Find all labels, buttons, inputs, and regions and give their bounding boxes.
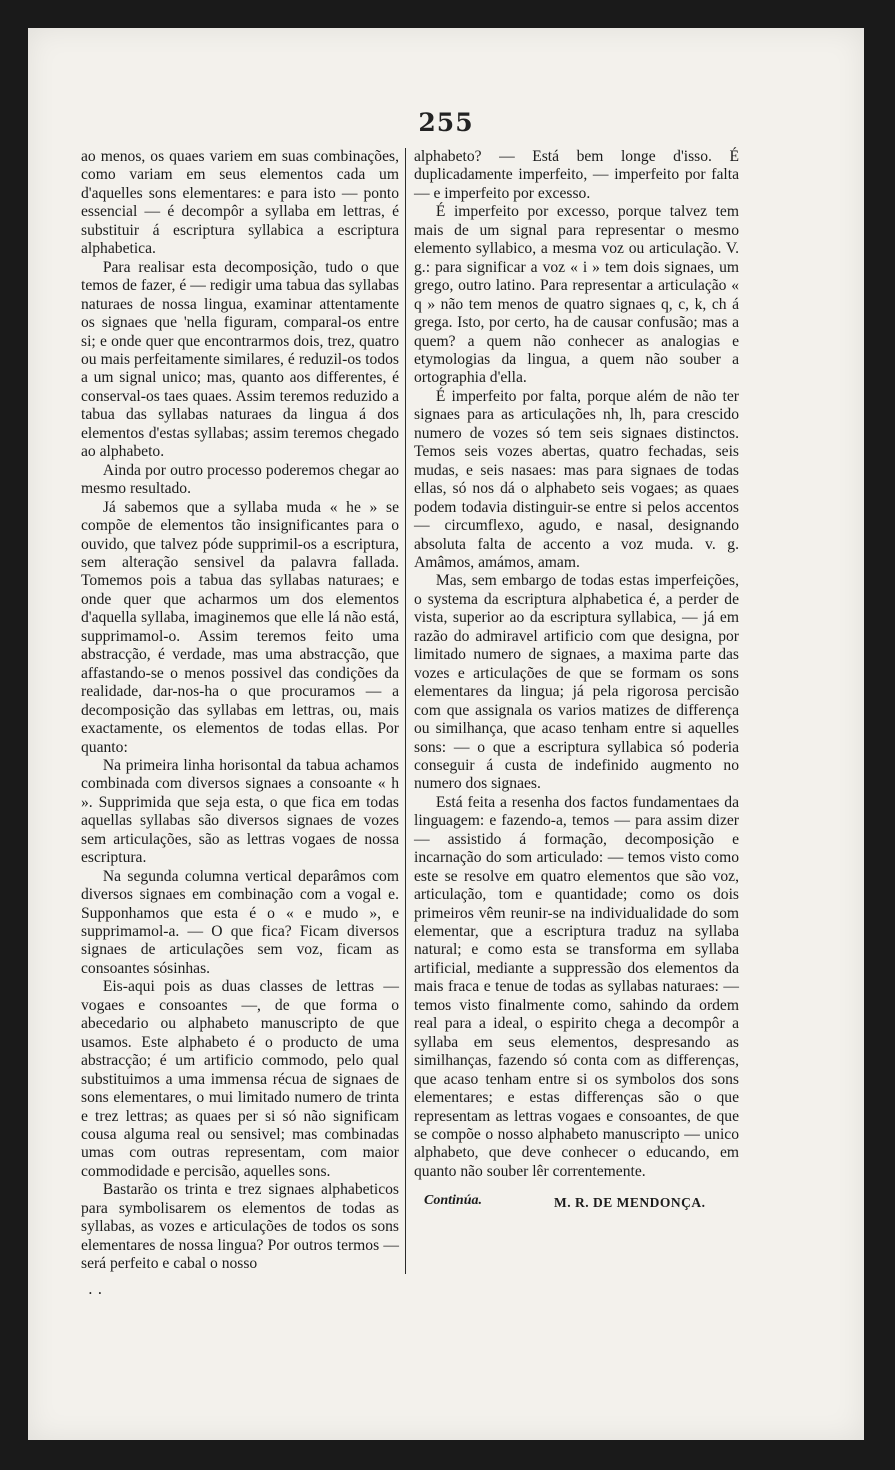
paragraph: Eis-aqui pois as duas classes de lettras — vogaes e consoantes —, de que forma o abecedario ou alphabeto manuscripto de que usamos. Este alphabeto é o producto de uma abstracção; é um artificio commodo, pelo qual substituimos a uma immensa récua de signaes de sons elementares, o mui limitado numero de trinta e trez lettras; as quaes per si só não significam cousa alguma real ou sensivel; mas combinadas umas com outras representam, com maior commodidade e percisão, aquelles sons.: [81, 978, 399, 1180]
paragraph: É imperfeito por excesso, porque talvez tem mais de um signal para representar o mesmo elemento syllabico, a mesma voz ou articulação. V. g.: para significar a voz « i » tem dois signaes, um grego, outro latino. Para representar a articulação « q » não tem menos de quatro signaes q, c, k, ch á grega. Isto, por certo, ha de causar confusão; mas a quem? a quem não conhecer as analogias e etymologias da lingua, a quem não souber a ortographia d'ella.: [414, 203, 739, 387]
paragraph: É imperfeito por falta, porque além de não ter signaes para as articulações nh, lh, para crescido numero de vozes só tem seis signaes distinctos. Temos seis vozes abertas, quatro fechadas, seis mudas, e seis nasaes: mas para signaes de todas ellas, só nos dá o alphabeto seis vogaes; as quaes podem todavia distinguir-se entre si pelos accentos — circumflexo, agudo, e nasal, designando absoluta falta de accento a voz muda. v. g. Amâmos, amámos, amam.: [414, 387, 739, 571]
left-column: [81, 148, 399, 1274]
paragraph: Está feita a resenha dos factos fundamentaes da linguagem: e fazendo-a, temos — para assim dizer — assistido á formação, decomposição e incarnação do som articulado: — temos visto como este se resolve em quatro elementos que são voz, articulação, tom e quantidade; como os dois primeiros vêm reunir-se na individualidade do som elementar, que a escriptura traduz na syllaba natural; e como esta se transforma em syllaba artificial, mediante a suppressão dos elementos da mais fraca e tenue de todas as syllabas naturaes: — temos visto finalmente como, sahindo da ordem real para a ideal, o espirito chega a decompôr a syllaba em seus elementos, despresando as similhanças, fazendo só conta com as differenças, que acaso tenham entre si os symbolos dos sons elementares; e estas differenças são o que representam as lettras vogaes e consoantes, de que se compõe o nosso alphabeto manuscripto — unico alphabeto, que deve conhecer o educando, em quanto não souber lêr correntemente.: [414, 793, 739, 1180]
page-number: 255: [418, 108, 474, 137]
continued-note: Continúa.: [424, 1193, 482, 1208]
newspaper-page: [28, 28, 864, 1440]
trailing-dots: . .: [88, 1280, 103, 1298]
paragraph: alphabeto? — Está bem longe d'isso. É duplicadamente imperfeito, — imperfeito por falta — e imperfeito por excesso.: [414, 148, 739, 202]
paragraph: Já sabemos que a syllaba muda « he » se compõe de elementos tão insignificantes para o ouvido, que talvez póde supprimil-os a escriptura, sem alteração sensivel da palavra fallada. Tomemos pois a tabua das syllabas naturaes; e onde quer que acharmos um dos elementos d'aquella syllaba, imaginemos que elle lá não está, supprimamol-o. Assim teremos feito uma abstracção, é verdade, mas uma abstracção, que affastando-se o menos possivel das condições da realidade, dar-nos-ha o que procuramos — a decomposição das syllabas em lettras, ou, mais exactamente, os elementos de todas ellas. Por quanto:: [81, 498, 399, 756]
right-column: [414, 148, 739, 1181]
paragraph: Bastarão os trinta e trez signaes alphabeticos para symbolisarem os elementos de todas as syllabas, as vozes e articulações de todos os sons elementares de nossa lingua? Por outros termos — será perfeito e cabal o nosso: [81, 1181, 399, 1273]
paragraph: ao menos, os quaes variem em suas combinações, como variam em seus elementos cada um d'aquelles sons elementares: e para isto — ponto essencial — é decompôr a syllaba em lettras, é substituir á escriptura syllabica a escriptura alphabetica.: [81, 148, 399, 258]
column-divider: [405, 148, 406, 1274]
paragraph: Na primeira linha horisontal da tabua achamos combinada com diversos signaes a consoante « h ». Supprimida que seja esta, o que fica em todas aquellas syllabas são diversos signaes de vozes sem articulações, são as lettras vogaes de nossa escriptura.: [81, 756, 399, 867]
paragraph: Na segunda columna vertical deparâmos com diversos signaes em combinação com a vogal e. Supponhamos que esta é o « e mudo », e supprimamol-a. — O que fica? Ficam diversos signaes de articulações sem voz, ficam as consoantes sósinhas.: [81, 867, 399, 977]
paragraph: Mas, sem embargo de todas estas imperfeições, o systema da escriptura alphabetica é, a perder de vista, superior ao da escriptura syllabica, — já em razão do admiravel artificio com que designa, por limitado numero de signaes, a maxima parte das vozes e articulações de que se formam os sons elementares da lingua; já pela rigorosa percisão com que assignala os varios matizes de differença ou similhança, que acaso tenham entre si aquelles sons: — o que a escriptura syllabica só poderia conseguir á custa de indefinido augmento no numero dos signaes.: [414, 572, 739, 793]
paragraph: Para realisar esta decomposição, tudo o que temos de fazer, é — redigir uma tabua das syllabas naturaes de nossa lingua, examinar attentamente os signaes que 'nella figuram, comparal-os entre si; e onde quer que encontrarmos dois, trez, quatro ou mais perfeitamente similares, é reduzil-os todos a um signal unico; mas, quanto aos differentes, é conserval-os taes quaes. Assim teremos reduzido a tabua das syllabas naturaes da lingua á dos elementos d'estas syllabas; assim teremos chegado ao alphabeto.: [81, 258, 399, 461]
paragraph: Ainda por outro processo poderemos chegar ao mesmo resultado.: [81, 461, 399, 498]
author-signature: M. R. DE MENDONÇA.: [554, 1195, 706, 1210]
